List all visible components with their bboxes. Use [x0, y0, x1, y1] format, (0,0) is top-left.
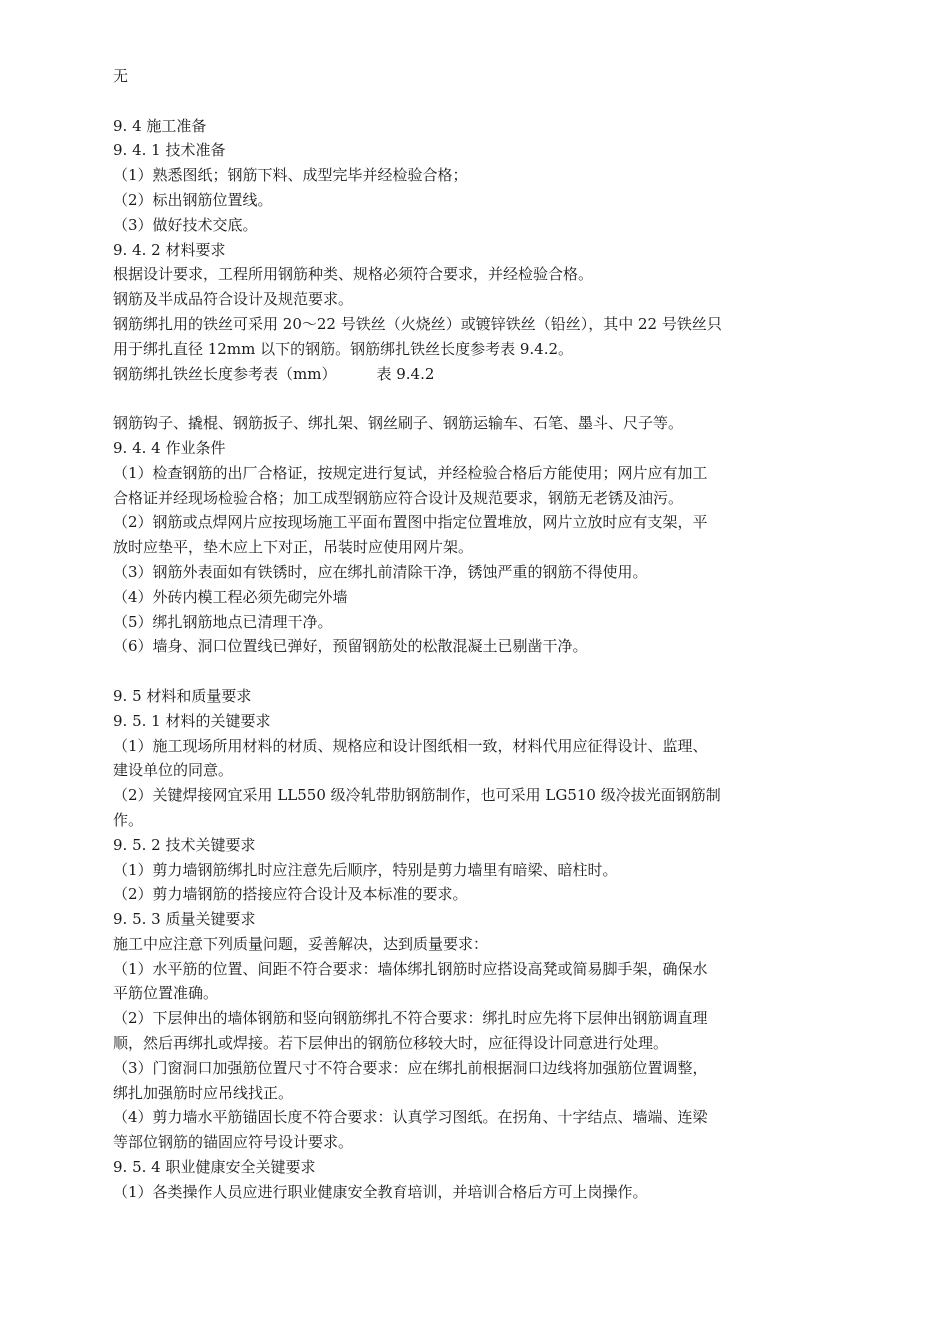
text-line: （3）钢筋外表面如有铁锈时，应在绑扎前清除干净，锈蚀严重的钢筋不得使用。	[113, 562, 648, 581]
text-line: 建设单位的同意。	[113, 761, 234, 780]
text-line: 顺，然后再绑扎或焊接。若下层伸出的钢筋位移较大时，应征得设计同意进行处理。	[113, 1034, 669, 1053]
text-line: （1）施工现场所用材料的材质、规格应和设计图纸相一致，材料代用应征得设计、监理、	[113, 736, 708, 755]
document-body-top	[113, 64, 793, 362]
table-caption-title: 钢筋绑扎铁丝长度参考表（mm）	[113, 364, 337, 383]
text-line: （2）钢筋或点焊网片应按现场施工平面布置图中指定位置堆放，网片立放时应有支架，平	[113, 513, 708, 532]
text-line: 9. 4 施工准备	[113, 116, 207, 135]
text-line: 施工中应注意下列质量问题，妥善解决，达到质量要求：	[113, 934, 489, 953]
text-line: （2）剪力墙钢筋的搭接应符合设计及本标准的要求。	[113, 885, 468, 904]
text-line: （2）关键焊接网宜采用 LL550 级冷轧带肋钢筋制作，也可采用 LG510 级冷拔光面钢筋制	[113, 786, 721, 805]
table-caption	[113, 362, 793, 387]
text-line: （2）标出钢筋位置线。	[113, 190, 273, 209]
text-line: 9. 5. 1 材料的关键要求	[113, 711, 271, 730]
text-line: 平筋位置准确。	[113, 984, 219, 1003]
text-line: 钢筋钩子、撬棍、钢筋扳子、绑扎架、钢丝刷子、钢筋运输车、石笔、墨斗、尺子等。	[113, 414, 684, 433]
text-line: 无	[113, 67, 129, 85]
blank-line	[113, 386, 793, 411]
text-line: （2）下层伸出的墙体钢筋和竖向钢筋绑扎不符合要求：绑扎时应先将下层伸出钢筋调直理	[113, 1009, 708, 1028]
text-line: 作。	[113, 810, 144, 829]
text-line: （1）熟悉图纸；钢筋下料、成型完毕并经检验合格；	[113, 166, 468, 185]
text-line: 根据设计要求，工程所用钢筋种类、规格必须符合要求，并经检验合格。	[113, 265, 594, 284]
text-line: 9. 4. 4 作业条件	[113, 438, 226, 457]
text-line: 放时应垫平，垫木应上下对正，吊装时应使用网片架。	[113, 538, 474, 557]
document-body-bottom	[113, 386, 793, 1204]
document-page	[113, 64, 793, 1205]
text-line: 9. 5. 2 技术关键要求	[113, 835, 256, 854]
text-line: 9. 5 材料和质量要求	[113, 686, 252, 705]
table-caption-number: 表 9.4.2	[376, 364, 435, 383]
text-line: 绑扎加强筋时应吊线找正。	[113, 1083, 294, 1102]
text-line: （3）做好技术交底。	[113, 215, 258, 234]
text-line: 钢筋绑扎用的铁丝可采用 20～22 号铁丝（火烧丝）或镀锌铁丝（铅丝），其中 22 号铁丝只	[113, 314, 722, 333]
text-line: （3）门窗洞口加强筋位置尺寸不符合要求：应在绑扎前根据洞口边线将加强筋位置调整，	[113, 1058, 708, 1077]
text-line: （4）剪力墙水平筋锚固长度不符合要求：认真学习图纸。在拐角、十字结点、墙端、连梁	[113, 1108, 708, 1127]
text-line: （4）外砖内模工程必须先砌完外墙	[113, 587, 348, 606]
text-line: 钢筋及半成品符合设计及规范要求。	[113, 290, 354, 309]
text-line: 9. 5. 4 职业健康安全关键要求	[113, 1158, 316, 1177]
text-line: （6）墙身、洞口位置线已弹好，预留钢筋处的松散混凝土已剔凿干净。	[113, 637, 588, 656]
text-line: 合格证并经现场检验合格；加工成型钢筋应符合设计及规范要求，钢筋无老锈及油污。	[113, 488, 684, 507]
text-line: （5）绑扎钢筋地点已清理干净。	[113, 612, 333, 631]
text-line: 9. 5. 3 质量关键要求	[113, 910, 256, 929]
text-line: 用于绑扎直径 12mm 以下的钢筋。钢筋绑扎铁丝长度参考表 9.4.2。	[113, 339, 574, 358]
text-line: （1）各类操作人员应进行职业健康安全教育培训，并培训合格后方可上岗操作。	[113, 1182, 648, 1201]
text-line: （1）水平筋的位置、间距不符合要求：墙体绑扎钢筋时应搭设高凳或简易脚手架，确保水	[113, 959, 708, 978]
text-line: （1）检查钢筋的出厂合格证，按规定进行复试，并经检验合格后方能使用；网片应有加工	[113, 463, 708, 482]
text-line: 9. 4. 2 材料要求	[113, 240, 226, 259]
text-line: 等部位钢筋的锚固应符号设计要求。	[113, 1133, 354, 1152]
blank-line	[113, 659, 793, 684]
text-line: （1）剪力墙钢筋绑扎时应注意先后顺序，特别是剪力墙里有暗梁、暗柱时。	[113, 860, 618, 879]
text-line: 9. 4. 1 技术准备	[113, 141, 226, 160]
blank-line	[113, 89, 793, 114]
